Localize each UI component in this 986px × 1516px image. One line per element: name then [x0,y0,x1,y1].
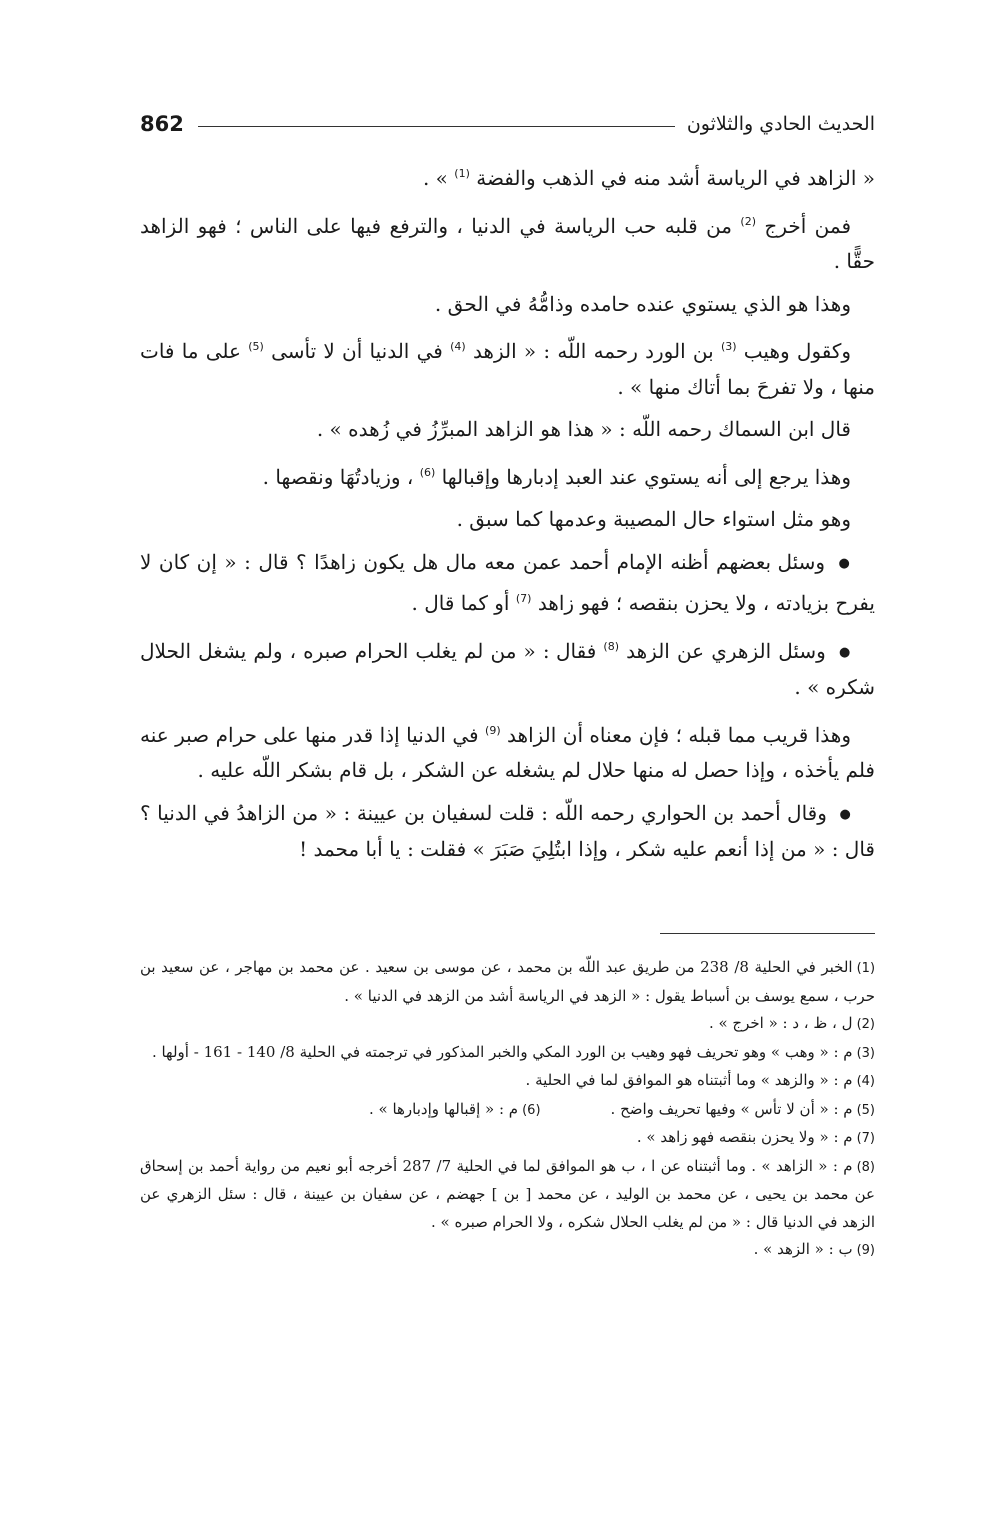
footnote: (6)م : « إقبالها وإدبارها » . [368,1099,541,1118]
main-text [140,156,875,875]
footnote-ref[interactable]: (9) [485,723,501,737]
paragraph: وهو مثل استواء حال المصيبة وعدمها كما سبق . [456,507,851,531]
paragraph: وهذا قريب مما قبله ؛ فإن معناه أن الزاهد $^{(9)}$ في الدنيا إذا قدر منها على حرام صبر عنه فلم يأخذه ، وإذا حصل له منها حلال لم يشغله عن الشكر ، بل قام بشكر اللّه عليه . [140,722,875,782]
footnote-row [140,1096,875,1125]
footnotes [140,954,875,1265]
header-rule [198,126,675,127]
footnote-separator [660,933,875,934]
footnote: (8)م : « الزاهد » . وما أثبتناه عن ا ، ب هو الموافق لما في الحلية 7/ 287 أخرجه أبو نعيم من رواية أحمد بن إسحاق عن محمد بن يحيى ، عن محمد بن الوليد ، عن محمد [ بن ] جهضم ، عن سفيان بن عيينة ، قال : سئل الزهري عن الزهد في الدنيا قال : « من لم يغلب الحلال شكره ، ولا الحرام صبره » . [140,1156,875,1231]
footnote-ref[interactable]: (6) [419,465,436,479]
page-number: 862 [140,112,184,136]
footnote-ref[interactable]: (2) [740,214,757,228]
paragraph: وهذا يرجع إلى أنه يستوي عند العبد إدبارها وإقبالها $^{(6)}$ ، وزيادتُهَا ونقصها . [262,464,851,489]
footnote: (7)م : « ولا يحزن بنقصه فهو زاهد » . [636,1128,875,1146]
paragraph: وهذا هو الذي يستوي عنده حامده وذامُّهُ في الحق . [434,291,851,316]
running-title: الحديث الحادي والثلاثون [686,113,875,135]
footnote-ref[interactable]: (3) [720,340,737,353]
footnote: (5)م : « أن لا تأس » وفيها تحريف واضح . [610,1099,875,1118]
bullet-paragraph: ● وسئل بعضهم أظنه الإمام أحمد عمن معه مال هل يكون زاهدًا ؟ قال : « إن كان لا يفرح بزيادته ، ولا يحزن بنقصه ؛ فهو زاهد $^{(7)}$ أو كما قال . [140,545,875,622]
footnote-ref[interactable]: (1) [454,167,470,180]
footnote-ref[interactable]: (5) [248,340,264,353]
footnote-ref[interactable]: (4) [450,340,466,353]
bullet-paragraph: ● وقال أحمد بن الحواري رحمه اللّه : قلت لسفيان بن عيينة : « من الزاهدُ في الدنيا ؟ قال : « من إذا أنعم عليه شكر ، وإذا ابتُلِيَ صَبَرَ » فقلت : يا أبا محمد ! [140,796,875,868]
paragraph: وكقول وهيب $^{(3)}$ بن الورد رحمه اللّه : « الزهد $^{(4)}$ في الدنيا أن لا تأسى $^{(5)}$ على ما فات منها ، ولا تفرحَ بما أتاك منها » . [140,339,875,399]
paragraph: فمن أخرج $^{(2)}$ من قلبه حب الرياسة في الدنيا ، والترفع فيها على الناس ؛ فهو الزاهد حقًّا . [140,213,875,273]
footnote: (9)ب : « الزهد » . [753,1240,875,1258]
paragraph: « الزاهد في الرياسة أشد منه في الذهب والفضة $^{(1)}$ » . [422,166,875,190]
footnote: (1)الخبر في الحلية 8/ 238 من طريق عبد اللّه بن محمد ، عن موسى بن سعيد . عن محمد بن مهاجر ، عن سعيد بن حرب ، سمع يوسف بن أسباط يقول : « الزهد في الرياسة أشد من الزهد في الدنيا » . [140,958,876,1005]
footnote: (2)ل ، ظ ، د : « اخرج » . [708,1014,875,1032]
footnote-ref[interactable]: (8) [603,639,619,653]
footnote: (4)م : « والزهد » وما أثبتناه هو الموافق لما في الحلية . [525,1071,875,1089]
footnote: (3)م : « وهب » وهو تحريف فهو وهيب بن الورد المكي والخبر المذكور في ترجمته في الحلية 8/ 140 - 161 - أولها . [151,1042,875,1061]
bullet-paragraph: ● وسئل الزهري عن الزهد $^{(8)}$ فقال : « من لم يغلب الحرام صبره ، ولم يشغل الحلال شكره » . [140,629,875,706]
paragraph: قال ابن السماك رحمه اللّه : « هذا هو الزاهد المبرِّزُ في زُهده » . [316,417,851,441]
page-header [140,104,875,144]
footnote-ref[interactable]: (7) [515,592,532,605]
